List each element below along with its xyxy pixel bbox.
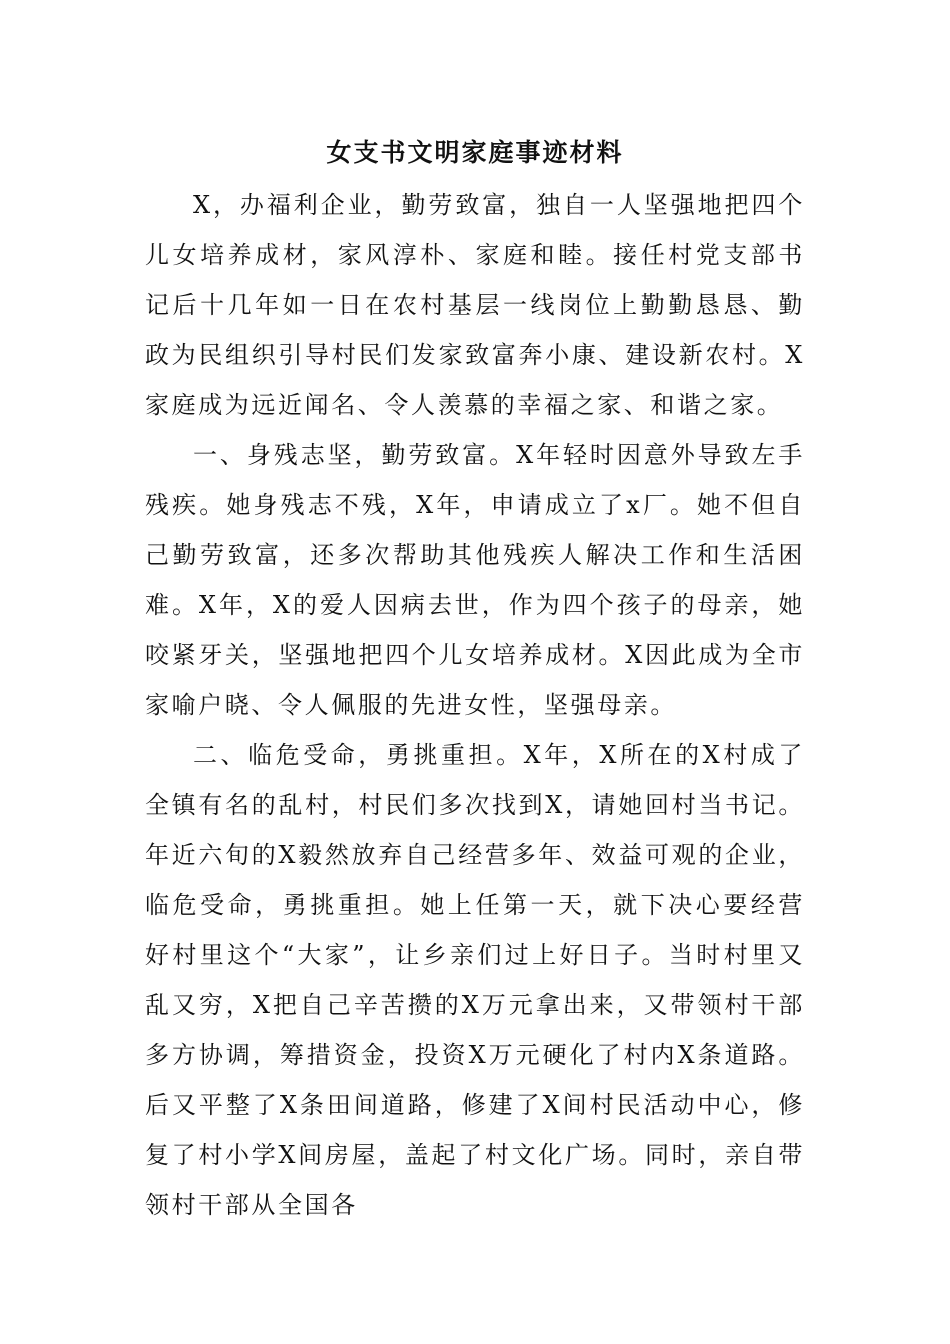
document-body (145, 180, 805, 1230)
paragraph-section-one: 一、身残志坚，勤劳致富。X年轻时因意外导致左手残疾。她身残志不残，X年，申请成立了x厂。她不但自己勤劳致富，还多次帮助其他残疾人解决工作和生活困难。X年，X的爱人因病去世，作为四个孩子的母亲，她咬紧牙关，坚强地把四个儿女培养成材。X因此成为全市家喻户晓、令人佩服的先进女性，坚强母亲。 (145, 441, 805, 719)
paragraph-intro: X，办福利企业，勤劳致富，独自一人坚强地把四个儿女培养成材，家风淳朴、家庭和睦。接任村党支部书记后十几年如一日在农村基层一线岗位上勤勤恳恳、勤政为民组织引导村民们发家致富奔小康、建设新农村。X家庭成为远近闻名、令人羡慕的幸福之家、和谐之家。 (145, 191, 805, 419)
document-title: 女支书文明家庭事迹材料 (326, 138, 624, 167)
paragraph-section-two: 二、临危受命，勇挑重担。X年，X所在的X村成了全镇有名的乱村，村民们多次找到X，请她回村当书记。年近六旬的X毅然放弃自己经营多年、效益可观的企业，临危受命，勇挑重担。她上任第一天，就下决心要经营好村里这个“大家”，让乡亲们过上好日子。当时村里又乱又穷，X把自己辛苦攒的X万元拿出来，又带领村干部多方协调，筹措资金，投资X万元硬化了村内X条道路。后又平整了X条田间道路，修建了X间村民活动中心，修复了村小学X间房屋，盖起了村文化广场。同时，亲自带领村干部从全国各 (145, 741, 805, 1219)
